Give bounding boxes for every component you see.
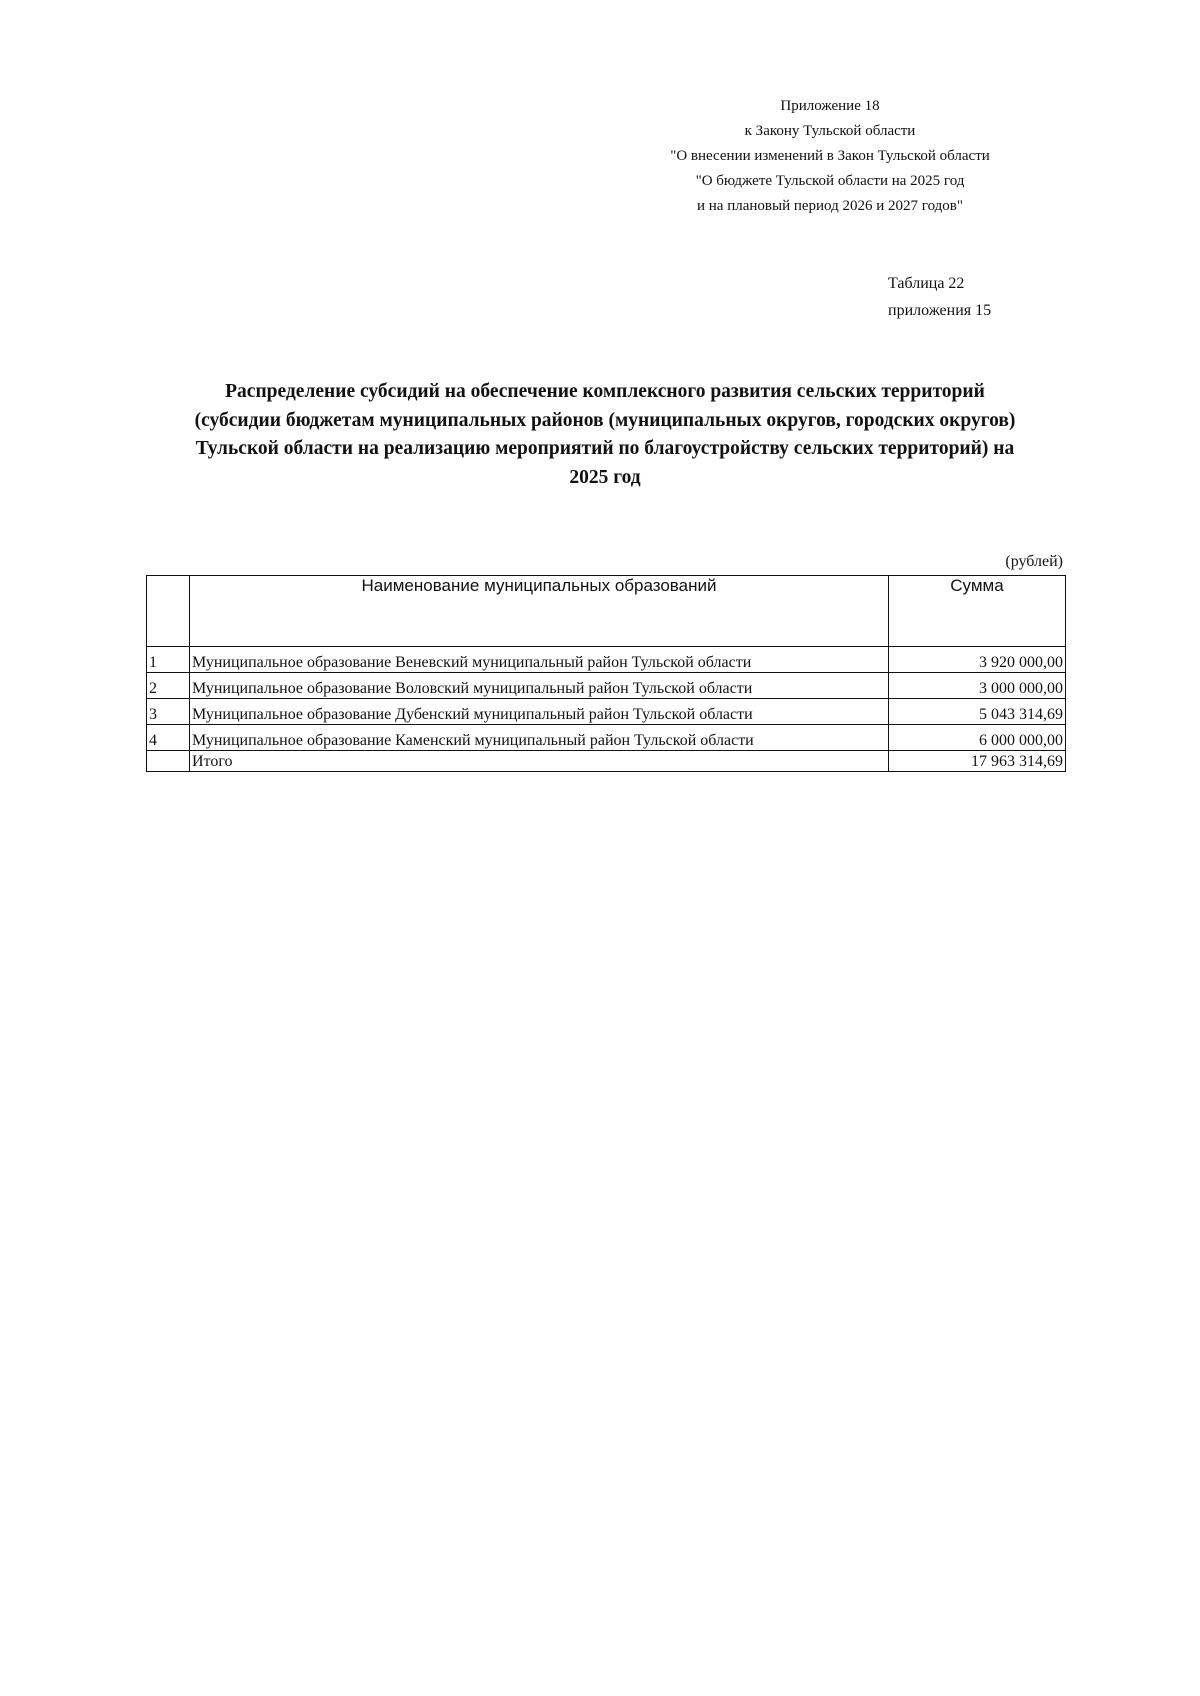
row-number: 3: [147, 699, 190, 725]
row-number: 1: [147, 647, 190, 673]
header-number: [147, 576, 190, 647]
title-line: 2025 год: [569, 466, 641, 488]
row-amount: 6 000 000,00: [889, 725, 1066, 751]
row-municipality: Муниципальное образование Веневский муниципальный район Тульской области: [190, 647, 889, 673]
title-line: (субсидии бюджетам муниципальных районов (муниципальных округов, городских округов): [194, 409, 1016, 431]
total-number: [147, 751, 190, 772]
title-line: Распределение субсидий на обеспечение комплексного развития сельских территорий: [225, 381, 985, 402]
total-amount: 17 963 314,69: [889, 751, 1066, 772]
table-appendix-ref: приложения 15: [888, 302, 992, 319]
table-row: [147, 699, 1066, 725]
appendix-line: Приложение 18: [780, 98, 880, 114]
table-reference: [888, 270, 991, 324]
total-label: Итого: [190, 751, 889, 772]
appendix-line: и на плановый период 2026 и 2027 годов": [697, 198, 963, 214]
total-row: [147, 751, 1066, 772]
header-amount: Сумма: [889, 576, 1066, 647]
appendix-line: "О бюджете Тульской области на 2025 год: [695, 173, 965, 189]
table-number: Таблица 22: [888, 275, 965, 292]
title-line: Тульской области на реализацию мероприятий по благоустройству сельских территорий) на: [195, 438, 1015, 459]
row-municipality: Муниципальное образование Дубенский муниципальный район Тульской области: [190, 699, 889, 725]
appendix-line: "О внесении изменений в Закон Тульской области: [670, 148, 990, 164]
row-amount: 3 000 000,00: [889, 673, 1066, 699]
table-header-row: [147, 576, 1066, 647]
document-title: [140, 378, 1070, 492]
unit-label: (рублей): [1005, 553, 1063, 570]
row-number: 2: [147, 673, 190, 699]
row-amount: 5 043 314,69: [889, 699, 1066, 725]
header-name: Наименование муниципальных образований: [190, 576, 889, 647]
table-row: [147, 725, 1066, 751]
appendix-line: к Закону Тульской области: [744, 123, 916, 139]
table-row: [147, 673, 1066, 699]
row-municipality: Муниципальное образование Каменский муниципальный район Тульской области: [190, 725, 889, 751]
row-number: 4: [147, 725, 190, 751]
table-row: [147, 647, 1066, 673]
appendix-header: [560, 94, 1100, 219]
row-amount: 3 920 000,00: [889, 647, 1066, 673]
row-municipality: Муниципальное образование Воловский муниципальный район Тульской области: [190, 673, 889, 699]
subsidy-table: [146, 575, 1066, 772]
